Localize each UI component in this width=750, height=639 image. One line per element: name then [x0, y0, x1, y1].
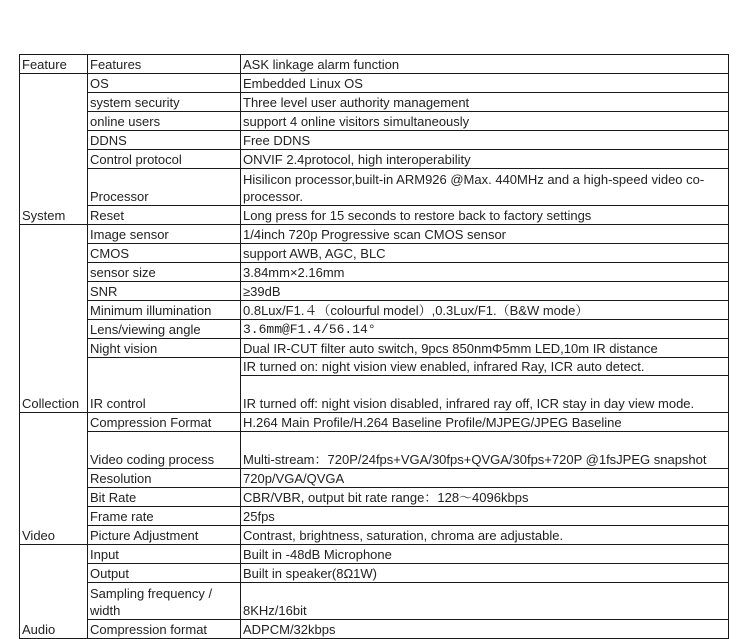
feature-value-cell: Built in -48dB Microphone [241, 545, 729, 564]
feature-name-cell: Night vision [88, 339, 241, 358]
table-row [20, 339, 729, 358]
table-row [20, 526, 729, 545]
feature-value-cell: ASK linkage alarm function [241, 55, 729, 74]
feature-value-cell: H.264 Main Profile/H.264 Baseline Profile/MJPEG/JPEG Baseline [241, 413, 729, 432]
table-row [20, 112, 729, 131]
feature-value-cell: 0.8Lux/F1.４（colourful model）,0.3Lux/F1.（B&W mode） [241, 301, 729, 320]
feature-value-cell: Dual IR-CUT filter auto switch, 9pcs 850nmΦ5mm LED,10m IR distance [241, 339, 729, 358]
table-row [20, 206, 729, 225]
feature-value-cell: Three level user authority management [241, 93, 729, 112]
table-row [20, 263, 729, 282]
table-row [20, 620, 729, 639]
section-cell: Collection [20, 225, 88, 413]
table-row [20, 225, 729, 244]
feature-name-cell: Frame rate [88, 507, 241, 526]
table-row [20, 55, 729, 74]
feature-value-cell: 3.84mm×2.16mm [241, 263, 729, 282]
table-row [20, 469, 729, 488]
feature-name-cell: IR control [88, 358, 241, 413]
feature-value-cell: support 4 online visitors simultaneously [241, 112, 729, 131]
feature-name-cell: online users [88, 112, 241, 131]
spec-table [19, 54, 729, 639]
feature-name-cell: Features [88, 55, 241, 74]
table-row [20, 320, 729, 339]
feature-name-cell: SNR [88, 282, 241, 301]
feature-name-cell: Compression format [88, 620, 241, 639]
feature-value-cell: CBR/VBR, output bit rate range：128～4096kbps [241, 488, 729, 507]
table-row [20, 488, 729, 507]
table-row [20, 169, 729, 206]
feature-name-cell: Reset [88, 206, 241, 225]
feature-value-cell: Multi-stream：720P/24fps+VGA/30fps+QVGA/30fps+720P @1fsJPEG snapshot [241, 432, 729, 469]
feature-name-cell: Sampling frequency / width [88, 583, 241, 620]
table-row [20, 93, 729, 112]
table-row [20, 150, 729, 169]
feature-name-cell: OS [88, 74, 241, 93]
feature-name-cell: DDNS [88, 131, 241, 150]
feature-name-cell: Minimum illumination [88, 301, 241, 320]
feature-value-cell: IR turned on: night vision view enabled, infrared Ray, ICR auto detect. [241, 358, 729, 376]
section-cell: Audio [20, 545, 88, 639]
feature-value-cell: Long press for 15 seconds to restore back to factory settings [241, 206, 729, 225]
feature-name-cell: system security [88, 93, 241, 112]
feature-name-cell: Lens/viewing angle [88, 320, 241, 339]
feature-value-cell: 720p/VGA/QVGA [241, 469, 729, 488]
feature-value-cell: 8KHz/16bit [241, 583, 729, 620]
feature-name-cell: Compression Format [88, 413, 241, 432]
feature-value-cell: ≥39dB [241, 282, 729, 301]
feature-name-cell: sensor size [88, 263, 241, 282]
feature-value-cell: Built in speaker(8Ω1W) [241, 564, 729, 583]
table-row [20, 282, 729, 301]
table-row [20, 583, 729, 620]
feature-name-cell: Output [88, 564, 241, 583]
table-row [20, 507, 729, 526]
table-row [20, 413, 729, 432]
feature-name-cell: Processor [88, 169, 241, 206]
feature-value-cell: Free DDNS [241, 131, 729, 150]
table-row [20, 545, 729, 564]
feature-name-cell: Control protocol [88, 150, 241, 169]
table-row [20, 358, 729, 376]
feature-name-cell: Picture Adjustment [88, 526, 241, 545]
table-row [20, 564, 729, 583]
feature-value-cell: support AWB, AGC, BLC [241, 244, 729, 263]
feature-name-cell: Video coding process [88, 432, 241, 469]
feature-name-cell: Bit Rate [88, 488, 241, 507]
feature-value-cell: 1/4inch 720p Progressive scan CMOS sensor [241, 225, 729, 244]
feature-value-cell: 3.6mm@F1.4/56.14° [241, 320, 729, 339]
table-row [20, 301, 729, 320]
feature-value-cell: ONVIF 2.4protocol, high interoperability [241, 150, 729, 169]
feature-name-cell: Input [88, 545, 241, 564]
feature-value-cell: 25fps [241, 507, 729, 526]
feature-name-cell: Image sensor [88, 225, 241, 244]
feature-name-cell: CMOS [88, 244, 241, 263]
feature-name-cell: Resolution [88, 469, 241, 488]
section-cell: System [20, 74, 88, 225]
table-row [20, 131, 729, 150]
table-row [20, 244, 729, 263]
table-row [20, 74, 729, 93]
feature-value-cell: Contrast, brightness, saturation, chroma are adjustable. [241, 526, 729, 545]
section-cell: Video [20, 413, 88, 545]
feature-value-cell: Hisilicon processor,built-in ARM926 @Max. 440MHz and a high-speed video co-processor. [241, 169, 729, 206]
feature-value-cell: Embedded Linux OS [241, 74, 729, 93]
feature-value-cell: IR turned off: night vision disabled, infrared ray off, ICR stay in day view mode. [241, 376, 729, 413]
feature-value-cell: ADPCM/32kbps [241, 620, 729, 639]
table-row [20, 432, 729, 469]
section-cell: Feature [20, 55, 88, 74]
